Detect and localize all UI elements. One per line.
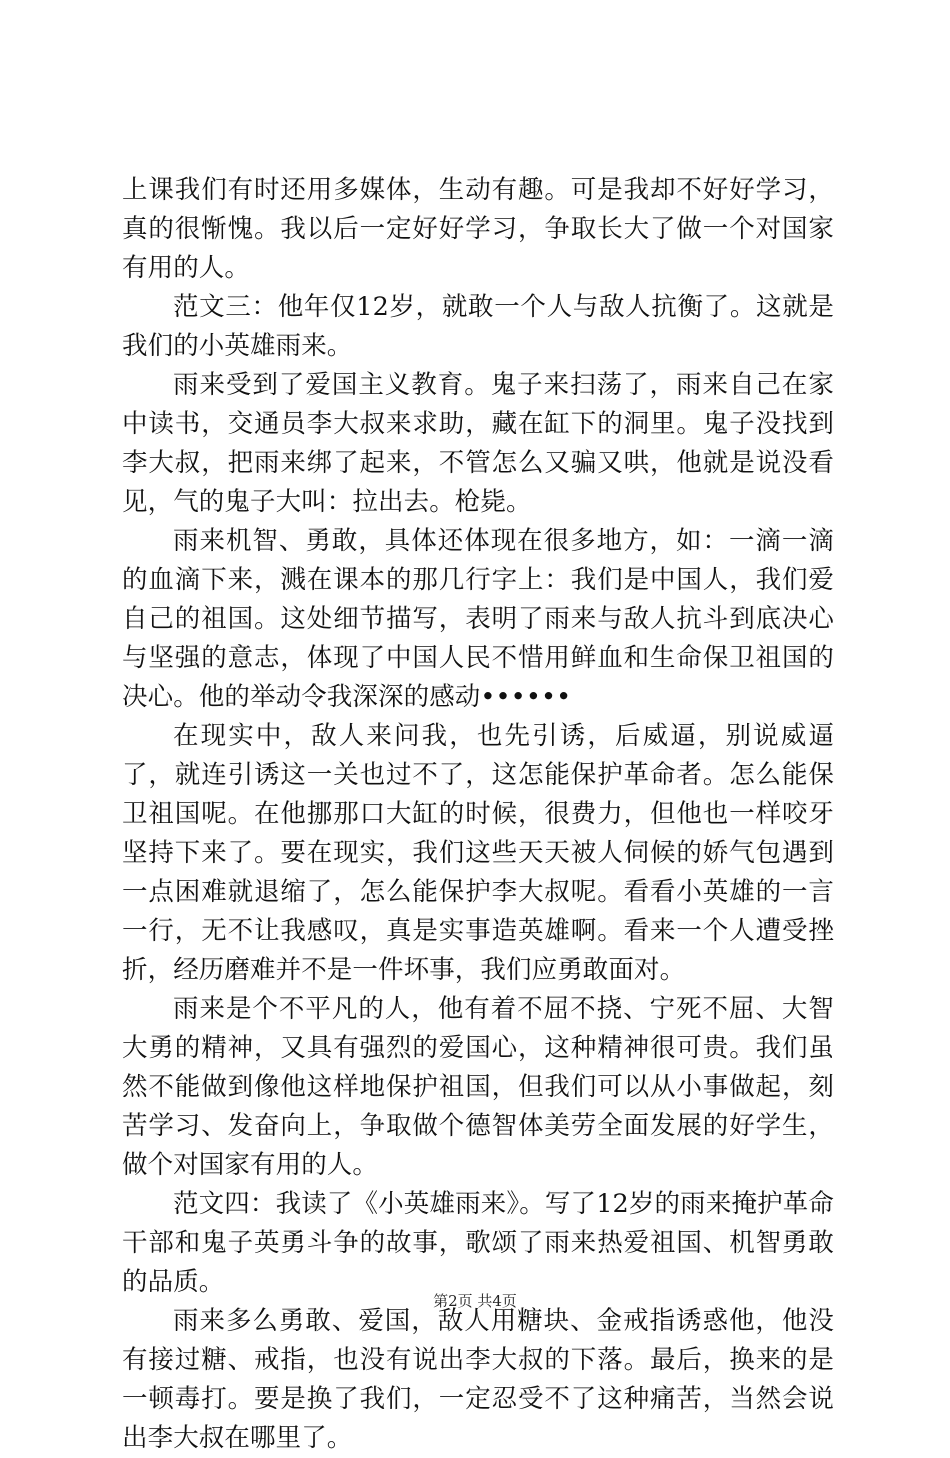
paragraph-conclusion: 雨来是个不平凡的人，他有着不屈不挠、宁死不屈、大智大勇的精神，又具有强烈的爱国心，这种精神很可贵。我们虽然不能做到像他这样地保护祖国，但我们可以从小事做起，刻苦学习、发奋向上，争取做个德智体美劳全面发展的好学生，做个对国家有用的人。 bbox=[122, 994, 834, 1180]
page-footer: 第2页 共4页 bbox=[433, 1292, 517, 1310]
document-body bbox=[122, 171, 834, 1458]
paragraph-sample-four-intro: 范文四：我读了《小英雄雨来》。写了12岁的雨来掩护革命干部和鬼子英勇斗争的故事，歌颂了雨来热爱祖国、机智勇敢的品质。 bbox=[122, 1189, 834, 1297]
paragraph-reality-reflection: 在现实中，敌人来问我，也先引诱，后威逼，别说威逼了，就连引诱这一关也过不了，这怎能保护革命者。怎么能保卫祖国呢。在他挪那口大缸的时候，很费力，但他也一样咬牙坚持下来了。要在现实，我们这些天天被人伺候的娇气包遇到一点困难就退缩了，怎么能保护李大叔呢。看看小英雄的一言一行，无不让我感叹，真是实事造英雄啊。看来一个人遭受挫折，经历磨难并不是一件坏事，我们应勇敢面对。 bbox=[122, 721, 834, 985]
paragraph-sample-four-body: 雨来多么勇敢、爱国，敌人用糖块、金戒指诱惑他，他没有接过糖、戒指，也没有说出李大叔的下落。最后，换来的是一顿毒打。要是换了我们，一定忍受不了这种痛苦，当然会说出李大叔在哪里了。 bbox=[122, 1306, 834, 1453]
paragraph-story-summary: 雨来受到了爱国主义教育。鬼子来扫荡了，雨来自己在家中读书，交通员李大叔来求助，藏在缸下的洞里。鬼子没找到李大叔，把雨来绑了起来，不管怎么又骗又哄，他就是说没看见，气的鬼子大叫：拉出去。枪毙。 bbox=[122, 370, 834, 517]
paragraph-bravery-details: 雨来机智、勇敢，具体还体现在很多地方，如：一滴一滴的血滴下来，溅在课本的那几行字上：我们是中国人，我们爱自己的祖国。这处细节描写，表明了雨来与敌人抗斗到底决心与坚强的意志，体现了中国人民不惜用鲜血和生命保卫祖国的决心。他的举动令我深深的感动•••••• bbox=[122, 526, 834, 712]
paragraph-sample-three-intro: 范文三：他年仅12岁，就敢一个人与敌人抗衡了。这就是我们的小英雄雨来。 bbox=[122, 292, 834, 361]
paragraph-continued: 上课我们有时还用多媒体，生动有趣。可是我却不好好学习，真的很惭愧。我以后一定好好学习，争取长大了做一个对国家有用的人。 bbox=[122, 175, 834, 283]
